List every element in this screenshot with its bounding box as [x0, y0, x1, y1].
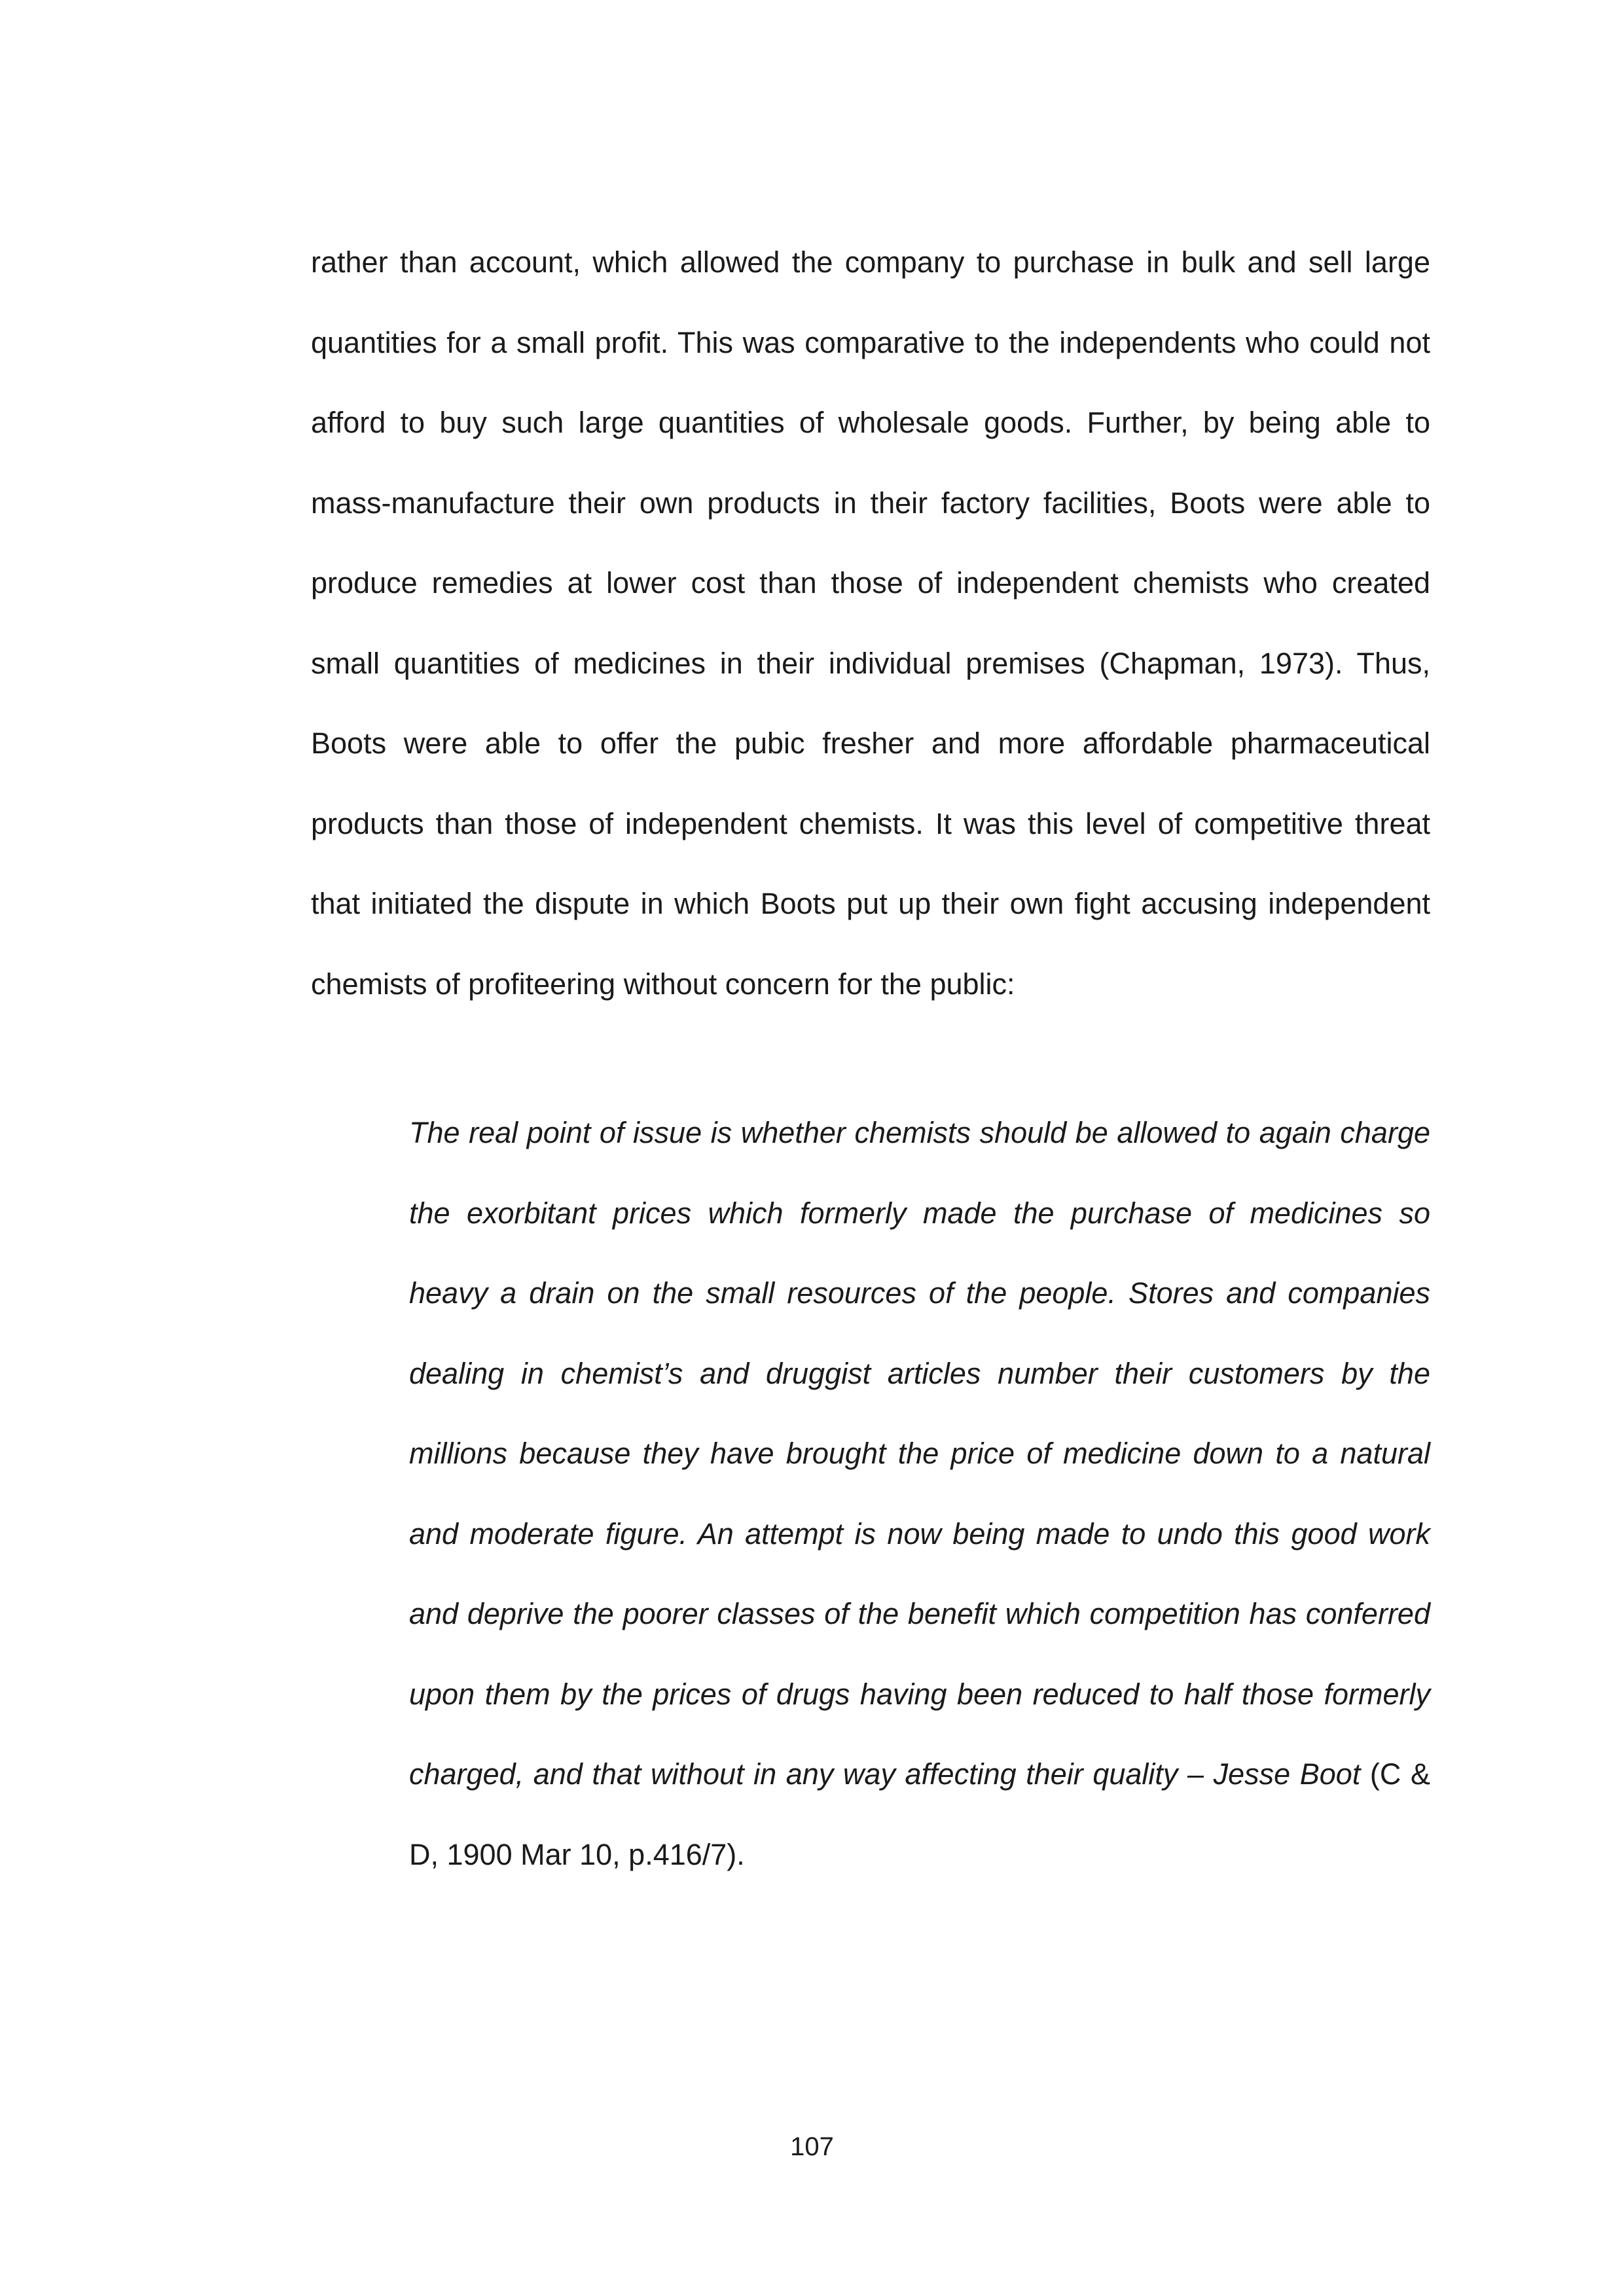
body-paragraph: rather than account, which allowed the company to purchase in bulk and sell large quantities for a small profit. This was comparative to the independents who could not afford to buy such large quantities of wholesale goods. Further, by being able to mass-manufacture their own products in their factory facilities, Boots were able to produce remedies at lower cost than those of independent chemists who created small quantities of medicines in their individual premises (Chapman, 1973). Thus, Boots were able to offer the pubic fresher and more affordable pharmaceutical products than those of independent chemists. It was this level of competitive threat that initiated the dispute in which Boots put up their own fight accusing independent chemists of profiteering without concern for the public: — [311, 245, 1430, 1001]
quote-citation: (C & D, 1900 Mar 10, p.416/7). — [409, 1757, 1430, 1871]
page-number: 107 — [790, 2132, 834, 2161]
block-quote — [409, 1093, 1430, 1895]
quote-text: The real point of issue is whether chemists should be allowed to again charge the exorbitant prices which formerly made the purchase of medicines so heavy a drain on the small resources of the people. Stores and companies dealing in chemist’s and druggist articles number their customers by the millions because they have brought the price of medicine down to a natural and moderate figure. An attempt is now being made to undo this good work and deprive the poorer classes of the benefit which competition has conferred upon them by the prices of drugs having been reduced to half those formerly charged, and that without in any way affecting their quality – Jesse Boot — [409, 1116, 1430, 1791]
